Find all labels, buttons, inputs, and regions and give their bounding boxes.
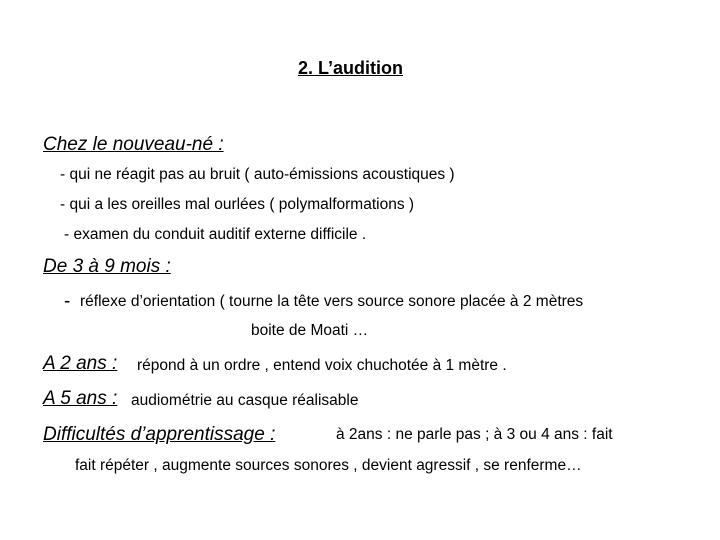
newborn-item: - examen du conduit auditif externe difficile . xyxy=(64,226,367,243)
newborn-item: - qui a les oreilles mal ourlées ( polymalformations ) xyxy=(60,196,415,213)
months-dash: - xyxy=(64,291,71,312)
learning-text: à 2ans : ne parle pas ; à 3 ou 4 ans : fait xyxy=(336,426,613,443)
slide-title: 2. L’audition xyxy=(298,58,404,78)
newborn-item: - qui ne réagit pas au bruit ( auto-émissions acoustiques ) xyxy=(60,166,455,183)
newborn-heading: Chez le nouveau-né : xyxy=(43,134,224,155)
months-line-2: boite de Moati … xyxy=(251,322,369,339)
age5-text: audiométrie au casque réalisable xyxy=(131,392,359,409)
learning-line-2: fait répéter , augmente sources sonores , devient agressif , se renferme… xyxy=(75,457,582,474)
learning-heading: Difficultés d’apprentissage : xyxy=(43,424,276,445)
months-line-1: réflexe d’orientation ( tourne la tête vers source sonore placée à 2 mètres xyxy=(80,293,584,310)
months-heading: De 3 à 9 mois : xyxy=(43,256,171,277)
age5-heading: A 5 ans : xyxy=(43,388,118,409)
age2-heading: A 2 ans : xyxy=(43,353,118,374)
age2-text: répond à un ordre , entend voix chuchotée à 1 mètre . xyxy=(137,357,507,374)
